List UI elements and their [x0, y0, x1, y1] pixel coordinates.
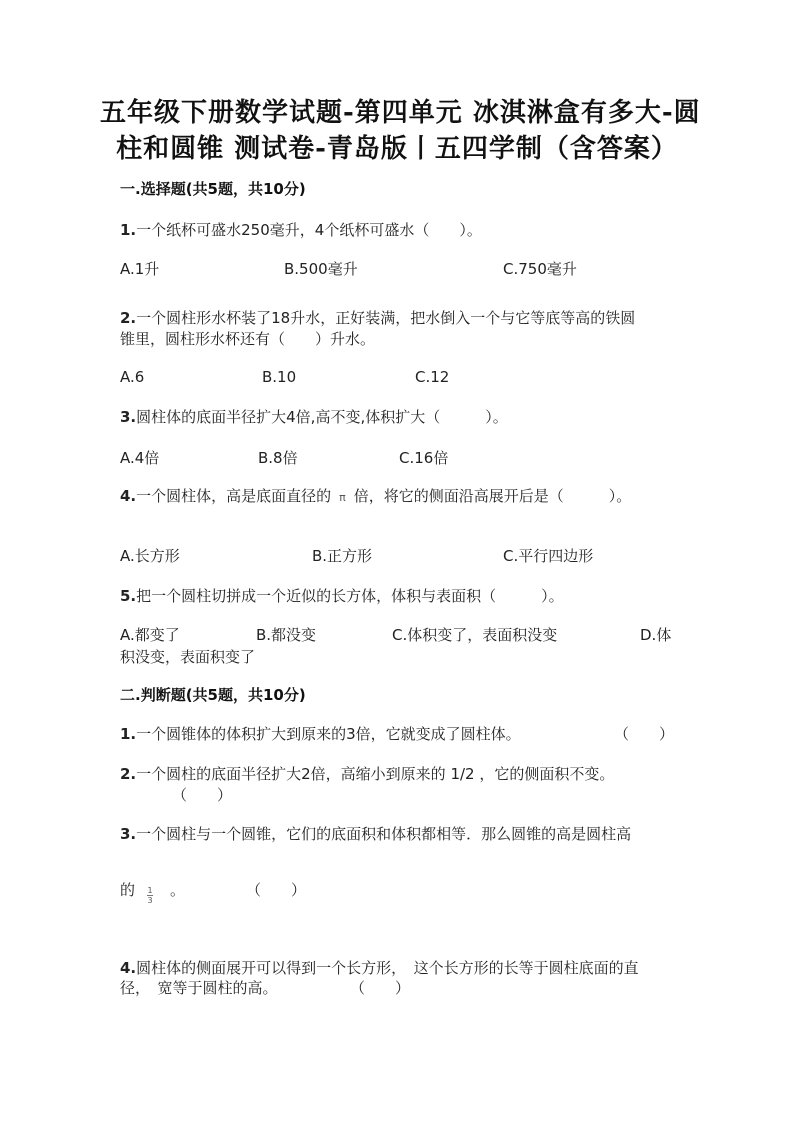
- question-3-period: 。: [170, 881, 186, 899]
- question-2-line-2: 锥里，圆柱形水杯还有（ ）升水。: [120, 330, 376, 348]
- question-4-line-2: 径， 宽等于圆柱的高。: [120, 979, 278, 997]
- question-number: 3.: [120, 408, 137, 426]
- option-a: A.长方形: [120, 547, 180, 565]
- answer-bracket[interactable]: （ ）: [246, 881, 307, 899]
- question-number: 3.: [120, 825, 137, 843]
- question-number: 4.: [120, 487, 137, 505]
- page-title-line-1: 五年级下册数学试题-第四单元 冰淇淋盒有多大-圆: [100, 98, 701, 128]
- option-c: C.12: [415, 368, 450, 386]
- option-c: C.体积变了，表面积没变: [392, 626, 558, 644]
- option-c: C.750毫升: [503, 260, 577, 278]
- page-title-line-2: 柱和圆锥 测试卷-青岛版丨五四学制（含答案）: [116, 134, 678, 164]
- question-text: 把一个圆柱切拼成一个近似的长方体，体积与表面积（ ）。: [136, 587, 564, 605]
- option-b: B.10: [262, 368, 297, 386]
- fraction-one-third: [145, 886, 155, 905]
- section-heading-choice: 一.选择题(共5题，共10分): [120, 180, 306, 198]
- option-c: C.16倍: [399, 449, 449, 467]
- section-heading-judgement: 二.判断题(共5题，共10分): [120, 686, 306, 704]
- question-3-line-2: 的: [120, 881, 136, 899]
- option-c: C.平行四边形: [503, 547, 594, 565]
- question-text: 一个圆柱体，高是底面直径的: [136, 487, 332, 505]
- pi-symbol: π: [339, 491, 346, 504]
- answer-bracket[interactable]: （ ）: [172, 786, 233, 804]
- option-b: B.8倍: [258, 449, 298, 467]
- option-b: B.正方形: [312, 547, 373, 565]
- judgement-question-4: [120, 957, 639, 978]
- option-d: D.体: [640, 626, 672, 644]
- option-a: A.4倍: [120, 449, 160, 467]
- question-number: 2.: [120, 309, 137, 327]
- question-text: 一个纸杯可盛水250毫升，4个纸杯可盛水（ ）。: [136, 221, 482, 239]
- option-b: B.都没变: [256, 626, 317, 644]
- judgement-question-1: [120, 723, 521, 744]
- question-text-continued: 倍，将它的侧面沿高展开后是（ ）。: [353, 487, 632, 505]
- question-number: 4.: [120, 959, 137, 977]
- question-text: 一个圆锥体的体积扩大到原来的3倍，它就变成了圆柱体。: [136, 725, 521, 743]
- answer-bracket[interactable]: （ ）: [614, 725, 675, 743]
- question-text: 一个圆柱与一个圆锥，它们的底面积和体积都相等．那么圆锥的高是圆柱高: [136, 825, 632, 843]
- option-b: B.500毫升: [284, 260, 358, 278]
- option-a: A.1升: [120, 260, 160, 278]
- question-5: [120, 585, 564, 606]
- judgement-question-2: [120, 763, 614, 784]
- question-2: [120, 307, 635, 328]
- question-text: 一个圆柱形水杯装了18升水，正好装满，把水倒入一个与它等底等高的铁圆: [136, 309, 636, 327]
- question-number: 1.: [120, 221, 137, 239]
- option-a: A.都变了: [120, 626, 180, 644]
- fraction-numerator: 1: [147, 886, 153, 895]
- question-text: 圆柱体的底面半径扩大4倍,高不变,体积扩大（ ）。: [136, 408, 508, 426]
- question-text: 一个圆柱的底面半径扩大2倍，高缩小到原来的 1/2 ，它的侧面积不变。: [136, 765, 615, 783]
- question-4: [120, 485, 631, 506]
- option-a: A.6: [120, 368, 145, 386]
- fraction-denominator: 3: [147, 896, 153, 905]
- question-text: 圆柱体的侧面展开可以得到一个长方形， 这个长方形的长等于圆柱底面的直: [136, 959, 639, 977]
- question-3: [120, 406, 508, 427]
- question-1: [120, 219, 482, 240]
- question-number: 2.: [120, 765, 137, 783]
- question-number: 1.: [120, 725, 137, 743]
- judgement-question-3: [120, 823, 631, 844]
- question-number: 5.: [120, 587, 137, 605]
- answer-bracket[interactable]: （ ）: [350, 979, 411, 997]
- option-d-continued: 积没变，表面积变了: [120, 648, 256, 666]
